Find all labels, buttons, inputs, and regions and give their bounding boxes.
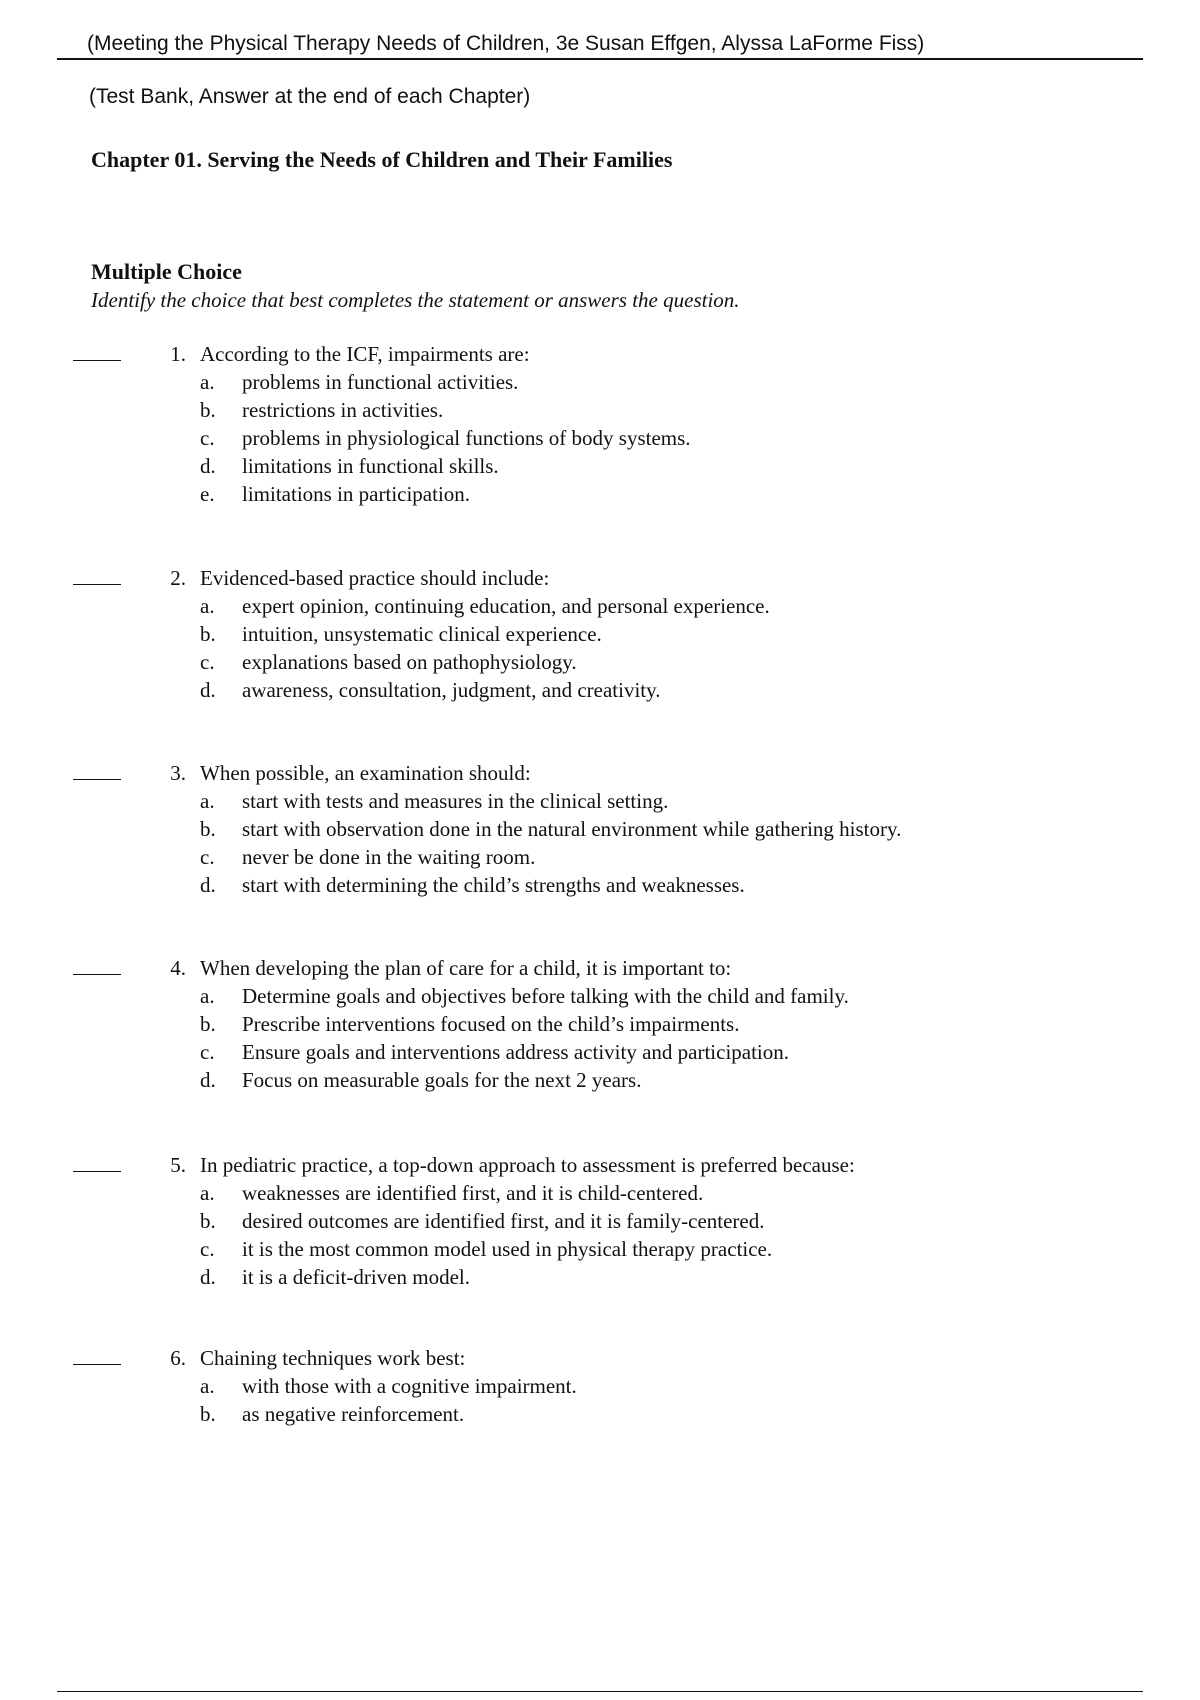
question-number: 2.: [170, 566, 186, 590]
option-text: Focus on measurable goals for the next 2 years.: [242, 1068, 642, 1092]
question-1: [0, 340, 1200, 520]
answer-blank: [73, 1364, 121, 1365]
option-text: start with observation done in the natural environment while gathering history.: [242, 817, 902, 841]
option-text: start with determining the child’s strengths and weaknesses.: [242, 873, 745, 897]
option-letter: d.: [200, 678, 216, 702]
option-text: problems in functional activities.: [242, 370, 519, 394]
option-text: weaknesses are identified first, and it is child-centered.: [242, 1181, 704, 1205]
option-letter: b.: [200, 398, 216, 422]
option-letter: b.: [200, 1402, 216, 1426]
question-number: 1.: [170, 342, 186, 366]
question-2: [0, 564, 1200, 744]
page-header: [57, 30, 1143, 60]
option-text: Determine goals and objectives before talking with the child and family.: [242, 984, 849, 1008]
option-letter: d.: [200, 873, 216, 897]
answer-blank: [73, 779, 121, 780]
option-letter: a.: [200, 1181, 215, 1205]
test-bank-note: (Test Bank, Answer at the end of each Chapter): [89, 85, 531, 108]
option-letter: a.: [200, 594, 215, 618]
question-stem: When possible, an examination should:: [200, 761, 531, 785]
option-letter: b.: [200, 1012, 216, 1036]
option-letter: c.: [200, 845, 215, 869]
option-text: as negative reinforcement.: [242, 1402, 465, 1426]
option-letter: c.: [200, 650, 215, 674]
question-stem: In pediatric practice, a top-down approach to assessment is preferred because:: [200, 1153, 855, 1177]
option-letter: a.: [200, 370, 215, 394]
option-text: it is a deficit-driven model.: [242, 1265, 471, 1289]
question-3: [0, 759, 1200, 939]
question-number: 3.: [170, 761, 186, 785]
option-text: never be done in the waiting room.: [242, 845, 536, 869]
option-text: problems in physiological functions of body systems.: [242, 426, 691, 450]
option-text: desired outcomes are identified first, and it is family-centered.: [242, 1209, 765, 1233]
question-stem: Chaining techniques work best:: [200, 1346, 466, 1370]
footer-rule: [57, 1691, 1143, 1692]
option-text: Prescribe interventions focused on the child’s impairments.: [242, 1012, 740, 1036]
section-instructions: Identify the choice that best completes the statement or answers the question.: [91, 288, 740, 312]
option-letter: b.: [200, 1209, 216, 1233]
answer-blank: [73, 974, 121, 975]
option-letter: d.: [200, 1068, 216, 1092]
question-6: [0, 1344, 1200, 1524]
question-number: 6.: [170, 1346, 186, 1370]
option-letter: e.: [200, 482, 215, 506]
option-text: intuition, unsystematic clinical experience.: [242, 622, 602, 646]
option-text: it is the most common model used in physical therapy practice.: [242, 1237, 773, 1261]
option-text: restrictions in activities.: [242, 398, 444, 422]
option-text: start with tests and measures in the clinical setting.: [242, 789, 669, 813]
option-letter: d.: [200, 454, 216, 478]
book-title: (Meeting the Physical Therapy Needs of Children, 3e Susan Effgen, Alyssa LaForme Fiss): [87, 32, 925, 55]
option-letter: a.: [200, 1374, 215, 1398]
question-4: [0, 954, 1200, 1134]
question-stem: When developing the plan of care for a child, it is important to:: [200, 956, 732, 980]
option-letter: b.: [200, 622, 216, 646]
option-text: awareness, consultation, judgment, and creativity.: [242, 678, 661, 702]
question-stem: Evidenced-based practice should include:: [200, 566, 550, 590]
option-text: expert opinion, continuing education, and personal experience.: [242, 594, 770, 618]
section-title: Multiple Choice: [91, 259, 242, 284]
question-number: 5.: [170, 1153, 186, 1177]
option-text: explanations based on pathophysiology.: [242, 650, 577, 674]
chapter-title: Chapter 01. Serving the Needs of Children and Their Families: [91, 147, 673, 172]
question-5: [0, 1151, 1200, 1331]
answer-blank: [73, 1171, 121, 1172]
answer-blank: [73, 360, 121, 361]
option-text: limitations in functional skills.: [242, 454, 499, 478]
option-text: Ensure goals and interventions address activity and participation.: [242, 1040, 790, 1064]
option-letter: c.: [200, 426, 215, 450]
option-letter: a.: [200, 984, 215, 1008]
option-text: limitations in participation.: [242, 482, 471, 506]
option-letter: c.: [200, 1040, 215, 1064]
answer-blank: [73, 584, 121, 585]
question-number: 4.: [170, 956, 186, 980]
option-letter: c.: [200, 1237, 215, 1261]
question-stem: According to the ICF, impairments are:: [200, 342, 530, 366]
option-text: with those with a cognitive impairment.: [242, 1374, 577, 1398]
option-letter: d.: [200, 1265, 216, 1289]
option-letter: b.: [200, 817, 216, 841]
option-letter: a.: [200, 789, 215, 813]
